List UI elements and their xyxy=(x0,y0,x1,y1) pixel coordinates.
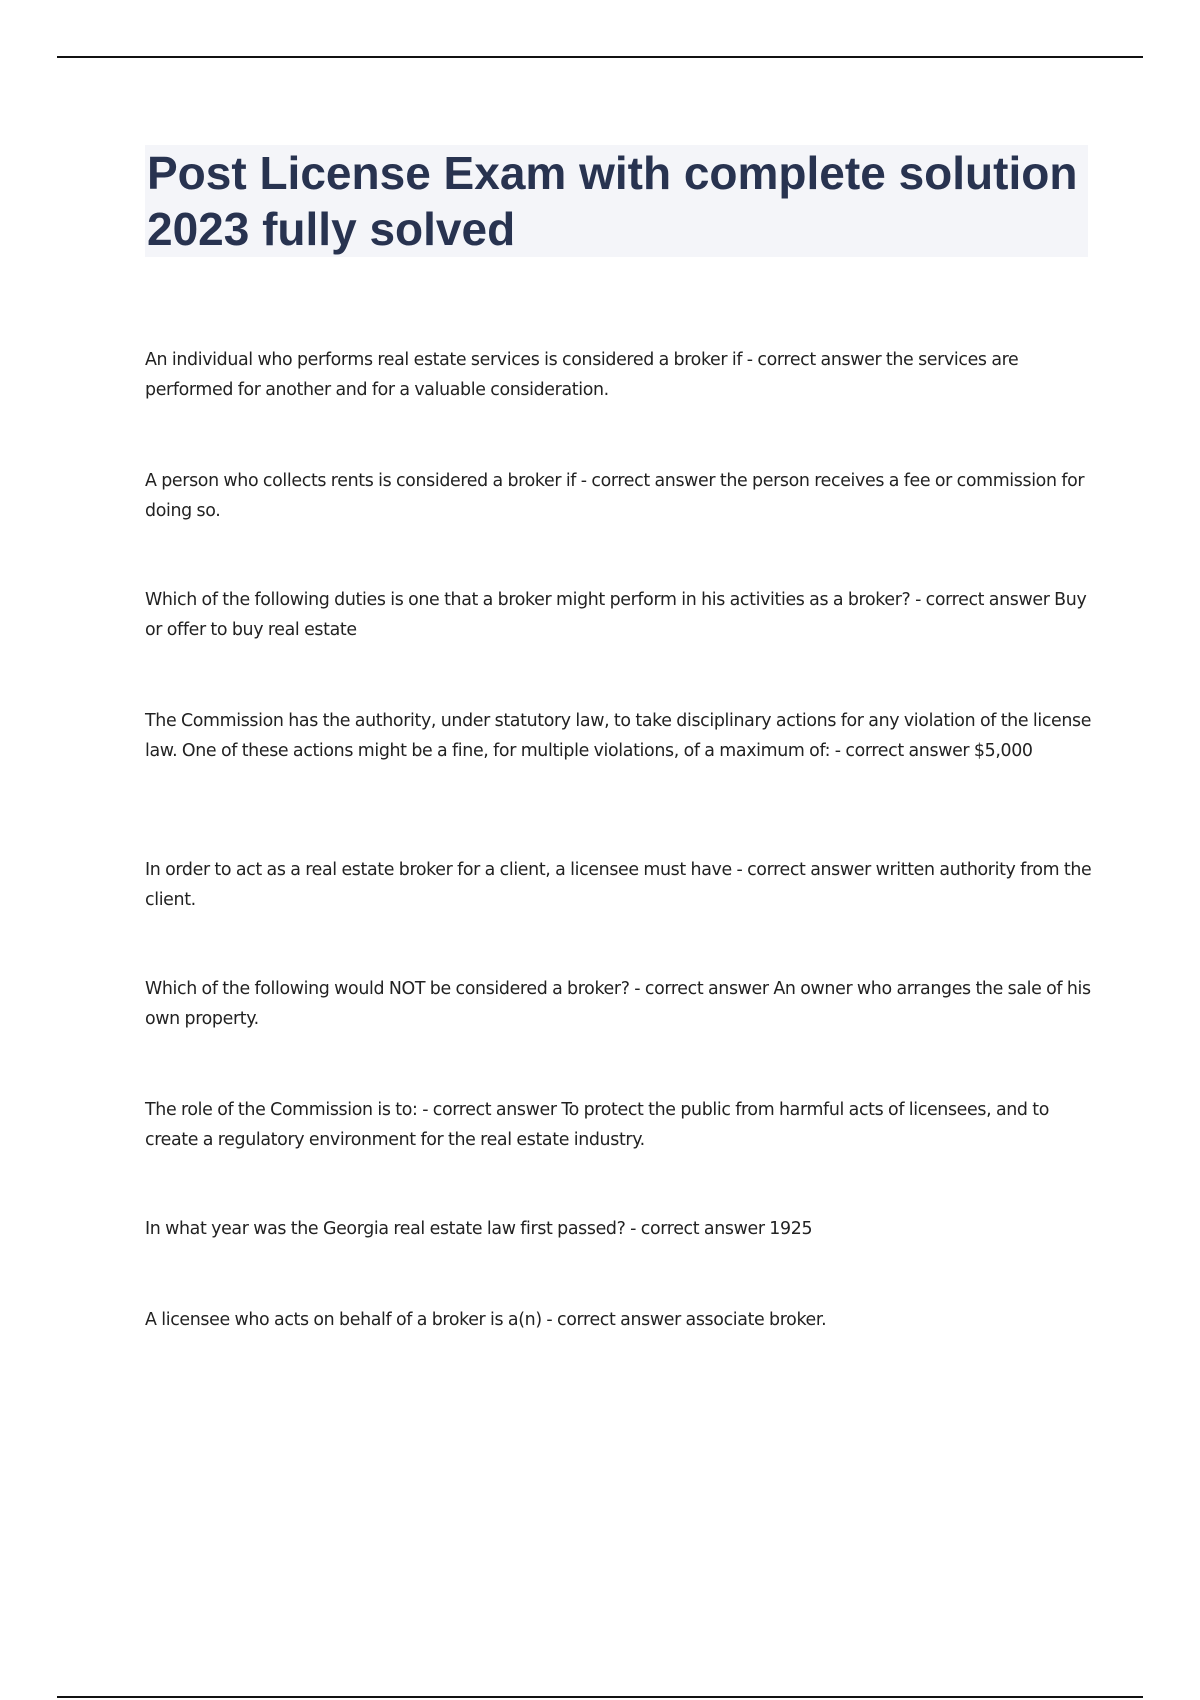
top-rule xyxy=(57,56,1143,58)
qa-entry: An individual who performs real estate services is considered a broker if - correct answer the services are performed for another and for a valuable consideration. xyxy=(145,350,1019,400)
qa-entry: In what year was the Georgia real estate law first passed? - correct answer 1925 xyxy=(145,1219,813,1239)
qa-entry: Which of the following duties is one that a broker might perform in his activities as a broker? - correct answer Buy or offer to buy real estate xyxy=(145,590,1087,640)
title-block xyxy=(145,145,1088,257)
qa-entry: Which of the following would NOT be considered a broker? - correct answer An owner who arranges the sale of his own property. xyxy=(145,979,1091,1029)
document-title: Post License Exam with complete solution 2023 fully solved xyxy=(147,147,1078,255)
qa-entry: The role of the Commission is to: - correct answer To protect the public from harmful acts of licensees, and to create a regulatory environment for the real estate industry. xyxy=(145,1100,1050,1150)
qa-entry: A person who collects rents is considered a broker if - correct answer the person receives a fee or commission for doing so. xyxy=(145,471,1085,521)
bottom-rule xyxy=(57,1696,1143,1698)
qa-entry: In order to act as a real estate broker for a client, a licensee must have - correct answer written authority from the client. xyxy=(145,860,1092,910)
qa-entry: A licensee who acts on behalf of a broker is a(n) - correct answer associate broker. xyxy=(145,1310,827,1330)
qa-entry: The Commission has the authority, under statutory law, to take disciplinary actions for any violation of the license law. One of these actions might be a fine, for multiple violations, of a maximum of: - correct answer $5,000 xyxy=(145,711,1092,761)
